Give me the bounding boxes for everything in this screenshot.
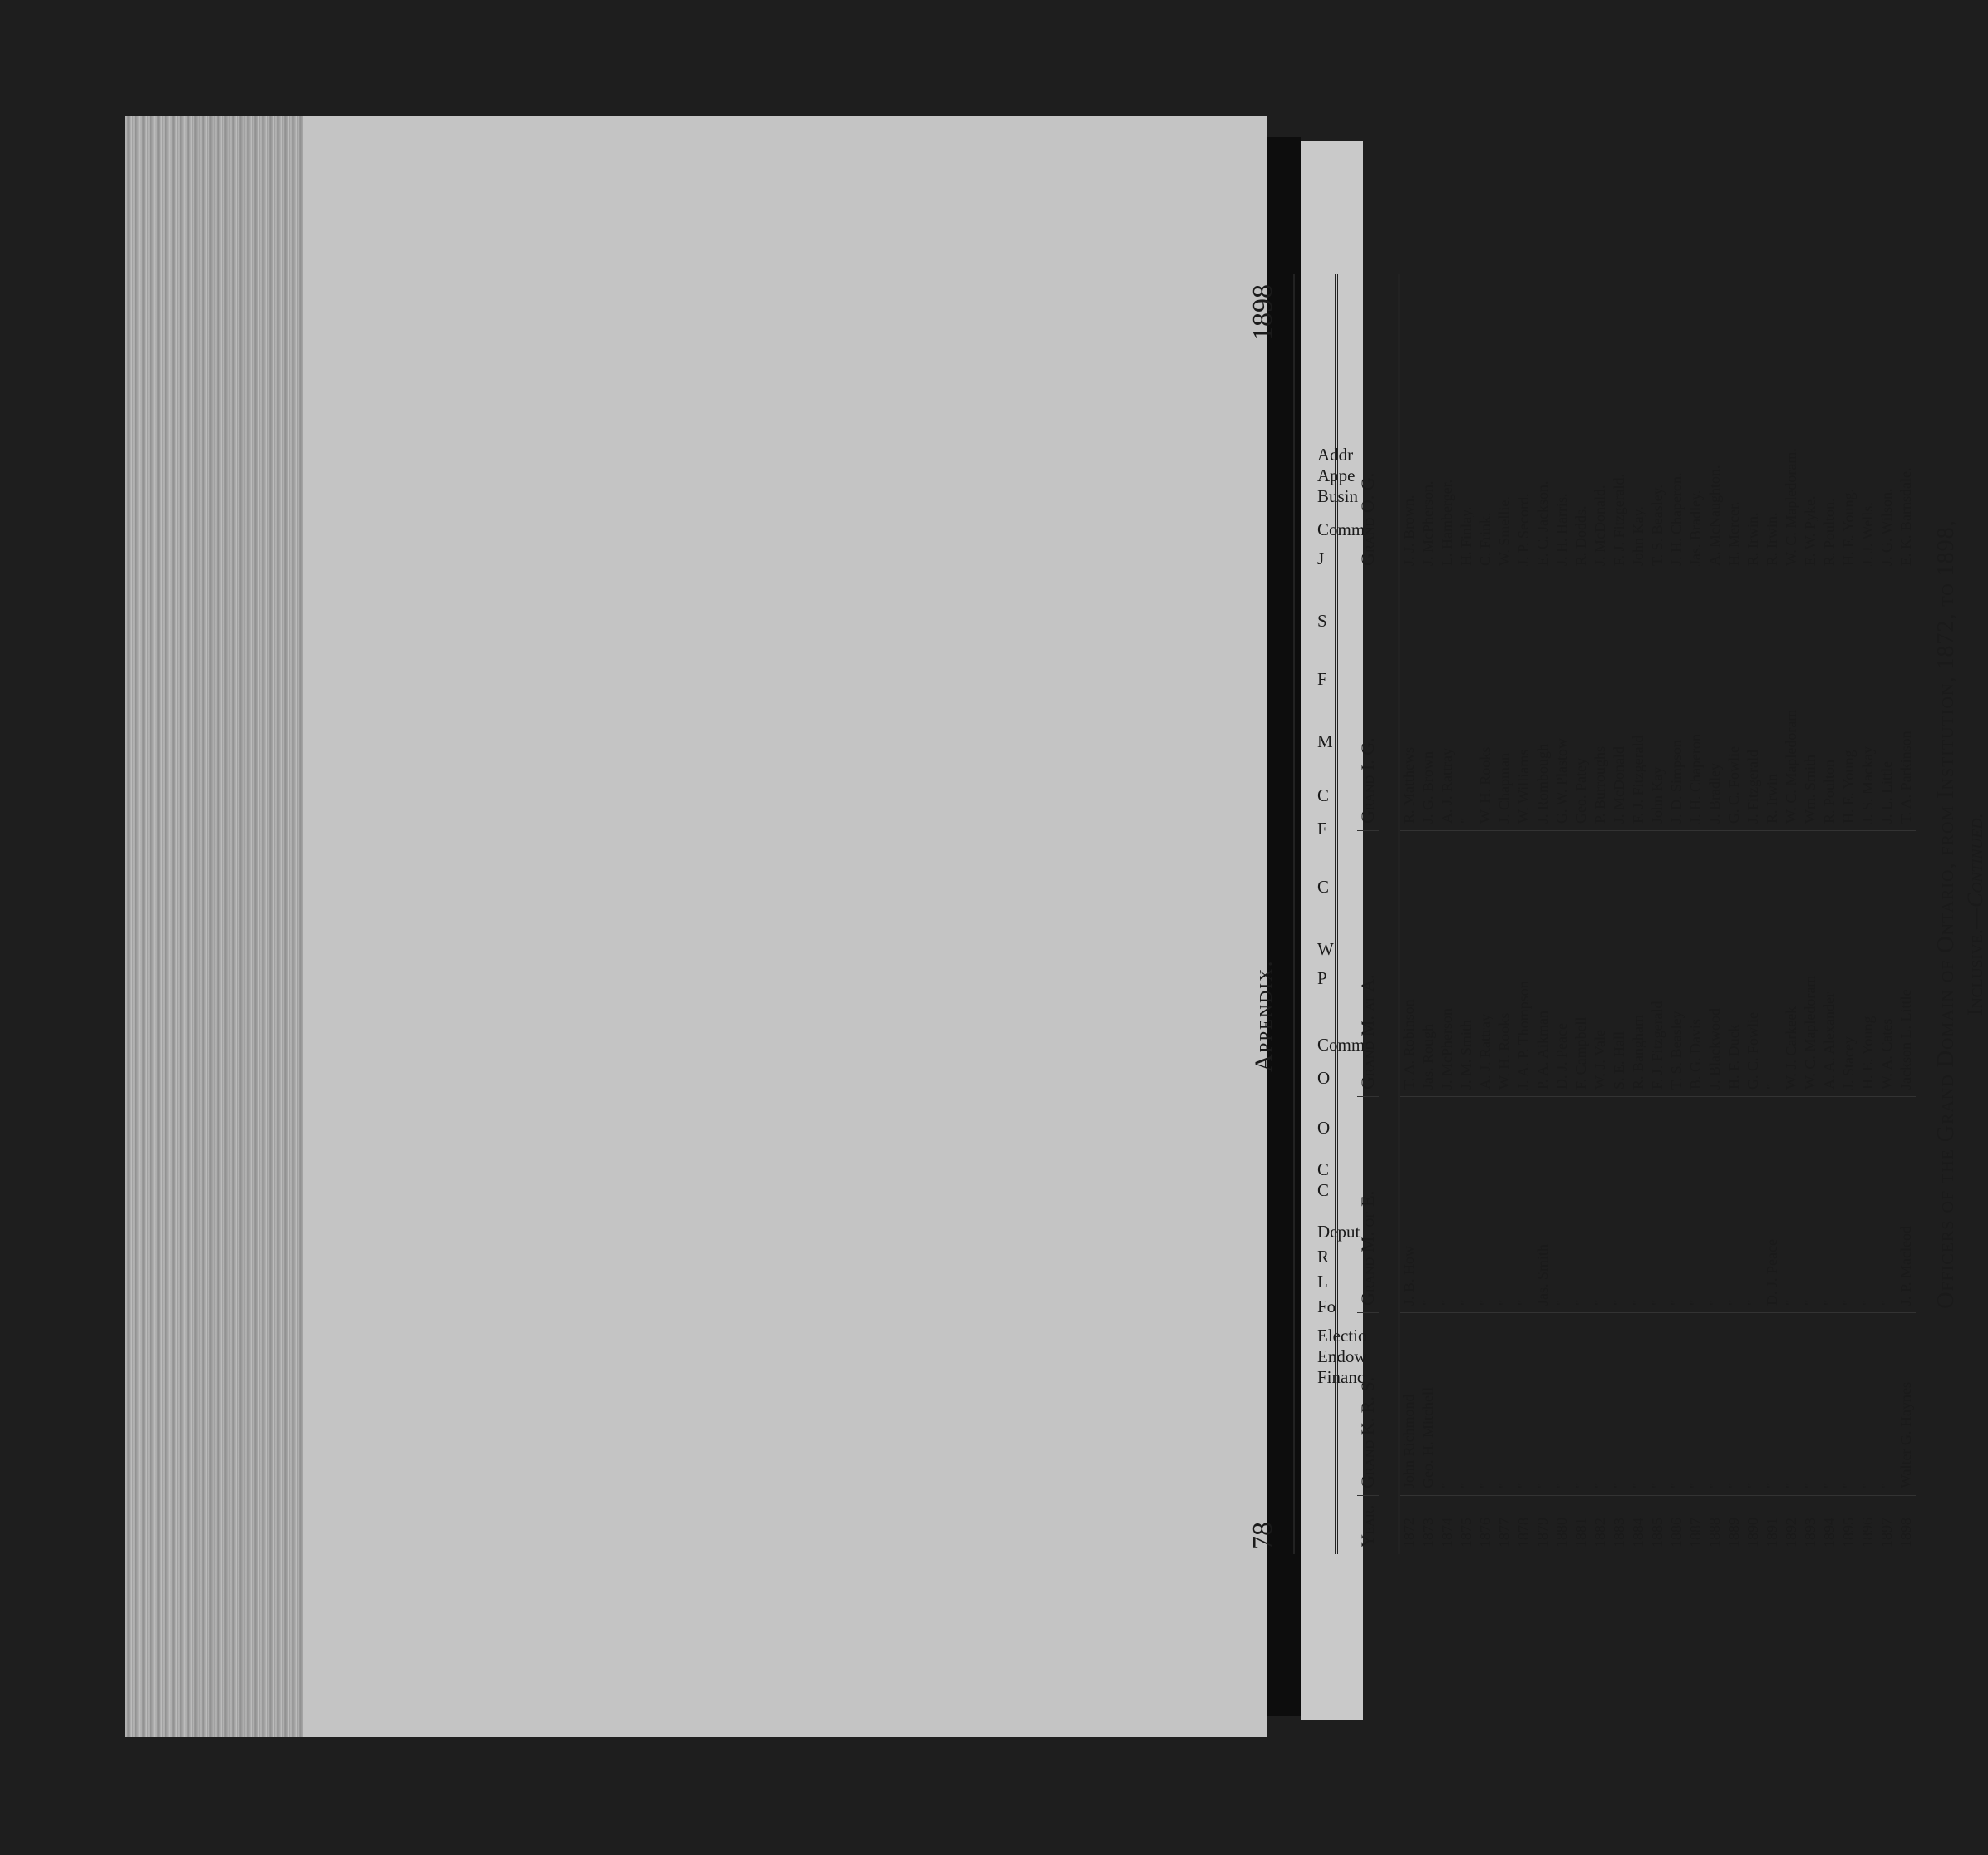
table-cell: " [1705, 1097, 1725, 1313]
table-cell: " [1820, 1313, 1839, 1496]
facing-page-line: L [1317, 1272, 1328, 1292]
table-cell: " [1457, 1313, 1476, 1496]
table-cell: R. Bangham [1629, 831, 1648, 1097]
facing-page-line: Financ [1317, 1367, 1366, 1387]
table-cell: W. Smellie. [1495, 274, 1514, 573]
table-cell: F. J. Fitzgerald [1648, 831, 1667, 1097]
table-cell: " [1572, 1313, 1591, 1496]
table-cell: H. Finlay. [1457, 274, 1476, 573]
book-page [303, 116, 1267, 1737]
table-cell: T. S. Beasley. [1648, 274, 1667, 573]
table-row [1495, 274, 1514, 1554]
table-row [1763, 274, 1782, 1554]
table-cell: J. B. How [1400, 1097, 1419, 1313]
title-line-2 [1963, 274, 1988, 1554]
facing-page-line: F [1317, 669, 1327, 689]
table-cell: " [1629, 1313, 1648, 1496]
facing-page-line: M [1317, 731, 1333, 751]
table-cell: J. J. Wells. [1858, 274, 1877, 573]
table-row [1801, 274, 1820, 1554]
table-cell: J. H. Chaperon. [1667, 274, 1686, 573]
table-cell: C. Frink. [1476, 274, 1495, 573]
table-cell: Geo. H. Mitchell [1419, 1313, 1438, 1496]
table-cell: A. McNaughton. [1705, 274, 1725, 573]
table-cell: J. Chapman [1495, 573, 1514, 831]
table-cell: " [1877, 1313, 1897, 1496]
table-cell: W. C. Mapledoram [1782, 573, 1801, 831]
running-title: Appendix. [1250, 959, 1277, 1072]
table-cell: J. H. Harris. [1553, 274, 1572, 573]
table-row [1438, 274, 1457, 1554]
table-cell: 1891 [1764, 1518, 1780, 1547]
table-cell: John Richmond [1400, 1313, 1419, 1496]
table-cell: F. J. Fitzgerald [1629, 573, 1648, 831]
table-cell: 1888 [1706, 1518, 1723, 1547]
table-cell: A. A. Alexander [1820, 831, 1839, 1097]
table-cell: 1890 [1744, 1518, 1761, 1547]
table-cell: 1886 [1668, 1518, 1685, 1547]
table-cell: J. McDonald. [1591, 274, 1610, 573]
table-cell: H. E. Young [1839, 573, 1858, 831]
table-cell: John Kay [1648, 573, 1667, 831]
table-cell: " [1648, 1313, 1667, 1496]
facing-page-line: Busin [1317, 486, 1359, 506]
table-cell: H. E. Young. [1839, 274, 1858, 573]
table-cell: E. K. Barnsdale. [1897, 274, 1916, 573]
table-cell: H. F. Duck [1725, 831, 1744, 1097]
table-row [1610, 274, 1629, 1554]
facing-page-line: Appe [1317, 465, 1356, 485]
facing-page-line: Comm [1317, 1035, 1366, 1055]
table-cell: 1876 [1477, 1518, 1493, 1547]
table-cell: G. W. Plastow [1553, 573, 1572, 831]
table-cell: 1882 [1592, 1518, 1608, 1547]
facing-page-line: Addr [1317, 445, 1354, 465]
table-cell: " [1457, 1097, 1476, 1313]
table-cell: H. E. Young [1858, 831, 1877, 1097]
table-cell: " [1763, 831, 1782, 1097]
table-cell: " [1533, 1313, 1553, 1496]
table-cell: W. C. Mapledoram. [1782, 274, 1801, 573]
table-cell: 1897 [1878, 1518, 1895, 1547]
table-cell: R. Irwin. [1744, 274, 1763, 573]
rotated-content [1235, 274, 1987, 1554]
table-cell: J. G. Brown [1419, 573, 1438, 831]
facing-page-line: O [1317, 1068, 1331, 1088]
table-cell: 1877 [1496, 1518, 1513, 1547]
table-cell: " [1667, 1313, 1686, 1496]
table-cell: 1898 [1897, 1518, 1914, 1547]
table-row [1419, 274, 1438, 1554]
table-row [1782, 274, 1801, 1554]
table-cell: " [1514, 1313, 1533, 1496]
table-cell: L. Hamberger. [1438, 274, 1457, 573]
table-cell: " [1553, 1313, 1572, 1496]
table-row [1839, 274, 1858, 1554]
table-cell: J. H. Chaperon [1686, 573, 1705, 831]
table-cell: John Kay. [1629, 274, 1648, 573]
table-cell: 1895 [1840, 1518, 1857, 1547]
table-cell: " [1763, 1313, 1782, 1496]
facing-page-line: C [1317, 1159, 1330, 1179]
column-header: Grand O. G. [1357, 274, 1379, 573]
table-row [1858, 274, 1877, 1554]
table-cell: W. A. Cates [1877, 831, 1897, 1097]
table-row [1514, 274, 1533, 1554]
table-cell: D. J. Peace [1763, 1097, 1782, 1313]
table-cell: J. Blackwood [1705, 831, 1725, 1097]
table-cell: T. S. Beasley [1667, 831, 1686, 1097]
table-cell: " [1648, 1097, 1667, 1313]
table-cell: 1881 [1572, 1518, 1589, 1547]
table-cell: A. J. Rattray [1438, 573, 1457, 831]
column-header: Grand M. of E. [1357, 1097, 1379, 1313]
table-cell: P. A. Aikman [1533, 831, 1553, 1097]
table-cell: R. Dodds. [1572, 274, 1591, 573]
table-cell: R. Poulton. [1820, 274, 1839, 573]
table-cell: E. W. Pyke. [1801, 274, 1820, 573]
table-cell: 1884 [1630, 1518, 1646, 1547]
table-cell: E. C. Jackson. [1533, 274, 1553, 573]
table-cell: A. J. Rattray [1476, 831, 1495, 1097]
table-cell: " [1744, 1313, 1763, 1496]
table-cell: P. Burroughs [1591, 573, 1610, 831]
table-header [1335, 274, 1400, 1554]
table-cell: " [1782, 1313, 1801, 1496]
table-row [1591, 274, 1610, 1554]
table-cell: " [1667, 1097, 1686, 1313]
table-cell: D. J. Peace [1553, 831, 1572, 1097]
table-cell: Walter G. Haynes [1897, 1313, 1916, 1496]
table-cell: S. E. Hall [1610, 831, 1629, 1097]
table-cell: 1892 [1783, 1518, 1799, 1547]
table-cell: W. Williams [1514, 573, 1533, 831]
table-cell: 1878 [1515, 1518, 1532, 1547]
table-cell: T. A. Parkinson [1897, 573, 1916, 831]
facing-page-line: Fo [1317, 1297, 1336, 1316]
header-year: 1898 [1247, 284, 1278, 341]
table-row [1629, 274, 1648, 1554]
page-edges [125, 116, 305, 1737]
table-cell: " [1686, 1097, 1705, 1313]
table-cell: " [1457, 573, 1476, 831]
table-cell: 1885 [1649, 1518, 1666, 1547]
title-line-1: Officers of the Grand Domain of Ontario, from Institution, 1872, to 1898, [1933, 519, 1959, 1309]
table-row [1744, 274, 1763, 1554]
table-cell: 1896 [1859, 1518, 1876, 1547]
table-cell: 1883 [1611, 1518, 1627, 1547]
table-cell: J. P. Secord. [1514, 274, 1533, 573]
table-row [1476, 274, 1495, 1554]
facing-page-line: Electio [1317, 1326, 1367, 1346]
table-cell: " [1686, 1313, 1705, 1496]
facing-page-line: C [1317, 1180, 1330, 1200]
table-cell: W. J. Vale [1591, 831, 1610, 1097]
table-cell: J. D. Simpson [1667, 573, 1686, 831]
officers-table [1335, 274, 1933, 1554]
table-cell: 1889 [1725, 1518, 1742, 1547]
table-cell: Jackson L. Little [1897, 831, 1916, 1097]
table-row [1705, 274, 1725, 1554]
table-cell: Jas. Rough [1419, 831, 1438, 1097]
table-cell: J. McPherson [1438, 831, 1457, 1097]
table-cell: R. Irwin. [1763, 274, 1782, 573]
table-row [1725, 274, 1744, 1554]
table-cell: " [1610, 1097, 1629, 1313]
title-continued: Continued. [1963, 813, 1987, 908]
table-cell: J. Fitzgerald [1744, 573, 1763, 831]
table-cell: J. L. Little [1877, 573, 1897, 831]
table-cell: J. A. P. Thompson [1514, 831, 1533, 1097]
facing-page-line: R [1317, 1247, 1330, 1267]
title-inclusive: Inclusive.— [1963, 907, 1987, 1016]
table-cell: " [1858, 1313, 1877, 1496]
table-cell: " [1629, 1097, 1648, 1313]
column-header: Grand K. R. S. [1357, 1313, 1379, 1496]
table-cell: " [1591, 1097, 1610, 1313]
facing-page-line: C [1317, 785, 1330, 805]
table-cell: " [1419, 1097, 1438, 1313]
table-row [1553, 274, 1572, 1554]
table-row [1877, 274, 1897, 1554]
table-row [1572, 274, 1591, 1554]
table-cell: R. Matthews [1400, 573, 1419, 831]
table-cell: J. J. Brown. [1400, 274, 1419, 573]
table-cell: Wm. Smith [1801, 573, 1820, 831]
facing-page-line: J [1317, 549, 1325, 568]
table-cell: J. M. Smith [1457, 831, 1476, 1097]
header-rule [1293, 274, 1295, 1554]
table-row [1648, 274, 1667, 1554]
table-cell: " [1514, 1097, 1533, 1313]
table-cell: " [1801, 1313, 1820, 1496]
table-cell: J. G. Wilson. [1877, 274, 1897, 573]
table-cell: 1887 [1687, 1518, 1704, 1547]
facing-page-line: P [1317, 968, 1327, 988]
table-cell: W. H. Rooks [1476, 573, 1495, 831]
table-cell: " [1438, 1097, 1457, 1313]
table-cell: B. G. Davis [1686, 831, 1705, 1097]
page-number: 78 [1247, 1522, 1278, 1550]
table-cell: " [1858, 1097, 1877, 1313]
facing-page-line: F [1317, 819, 1327, 839]
table-cell: F. J. Fitzgerald. [1610, 274, 1629, 573]
table-cell: " [1839, 1313, 1858, 1496]
table-cell: " [1725, 1097, 1744, 1313]
table-row [1686, 274, 1705, 1554]
table-cell: " [1476, 1313, 1495, 1496]
table-row [1533, 274, 1553, 1554]
table-cell: J. P. Macleod [1897, 1097, 1916, 1313]
table-cell: " [1877, 1097, 1897, 1313]
table-cell: W. J. Carkeek [1782, 831, 1801, 1097]
table-cell: " [1495, 1313, 1514, 1496]
table-cell: F. Campbell [1572, 831, 1591, 1097]
table-cell: " [1476, 1097, 1495, 1313]
page-header [1235, 274, 1285, 1554]
table-cell: 1874 [1439, 1518, 1455, 1547]
table-cell: " [1725, 1313, 1744, 1496]
table-cell: " [1820, 1097, 1839, 1313]
table-cell: " [1744, 1097, 1763, 1313]
table-cell: W. H. Rooks [1495, 831, 1514, 1097]
table-cell: R. Irwin [1763, 573, 1782, 831]
column-header: Grand M. at A. [1357, 831, 1379, 1097]
table-cell: 1872 [1400, 1518, 1417, 1547]
table-cell: " [1705, 1313, 1725, 1496]
table-row [1457, 274, 1476, 1554]
table-cell: Geo. Patey [1572, 573, 1591, 831]
table-row [1897, 274, 1916, 1554]
table-cell: 1875 [1458, 1518, 1474, 1547]
table-cell: " [1572, 1097, 1591, 1313]
table-cell: J. McPherson. [1419, 274, 1438, 573]
table-cell: 1880 [1553, 1518, 1570, 1547]
table-cell: Jas. Smith [1533, 1097, 1553, 1313]
facing-page-line: Deput [1317, 1222, 1361, 1242]
table-cell: H. Mercer. [1725, 274, 1744, 573]
table-cell: " [1553, 1097, 1572, 1313]
table-cell: G. C. Fowlie [1725, 573, 1744, 831]
table-cell: " [1495, 1097, 1514, 1313]
table-cell: " [1782, 1097, 1801, 1313]
facing-page-line: S [1317, 611, 1327, 631]
column-header: Year. [1357, 1504, 1378, 1547]
table-cell: R. Poulton [1820, 573, 1839, 831]
table-cell: " [1839, 1097, 1858, 1313]
table-row [1400, 274, 1419, 1554]
facing-page-line: C [1317, 877, 1330, 897]
table-cell: J. McDonald [1610, 573, 1629, 831]
facing-page-line: Comm [1317, 519, 1366, 539]
facing-page-line: W [1317, 939, 1334, 959]
table-cell: 1894 [1821, 1518, 1838, 1547]
table-cell: " [1801, 1097, 1820, 1313]
table-cell: T. A. Robinson [1400, 831, 1419, 1097]
table-cell: J. Rombough [1533, 573, 1553, 831]
table-cell: J. Bradley [1705, 573, 1725, 831]
table-row [1667, 274, 1686, 1554]
table-cell: " [1438, 1313, 1457, 1496]
table-cell: Jas. Bradley. [1686, 274, 1705, 573]
table-row [1820, 274, 1839, 1554]
facing-page-line: Endow [1317, 1346, 1367, 1366]
table-cell: G. C. Fowlie [1744, 831, 1763, 1097]
table-cell: J. Stacey [1839, 831, 1858, 1097]
table-cell: J. S. Mackay [1858, 573, 1877, 831]
table-cell: " [1591, 1313, 1610, 1496]
table-cell: " [1610, 1313, 1629, 1496]
table-title [1933, 274, 1988, 1554]
column-header: Grand I. G. [1357, 573, 1379, 831]
table-cell: 1879 [1534, 1518, 1551, 1547]
table-cell: 1873 [1420, 1518, 1436, 1547]
facing-page-line: O [1317, 1118, 1331, 1138]
table-cell: W. C. Mapledoram [1801, 831, 1820, 1097]
table-cell: 1893 [1802, 1518, 1818, 1547]
